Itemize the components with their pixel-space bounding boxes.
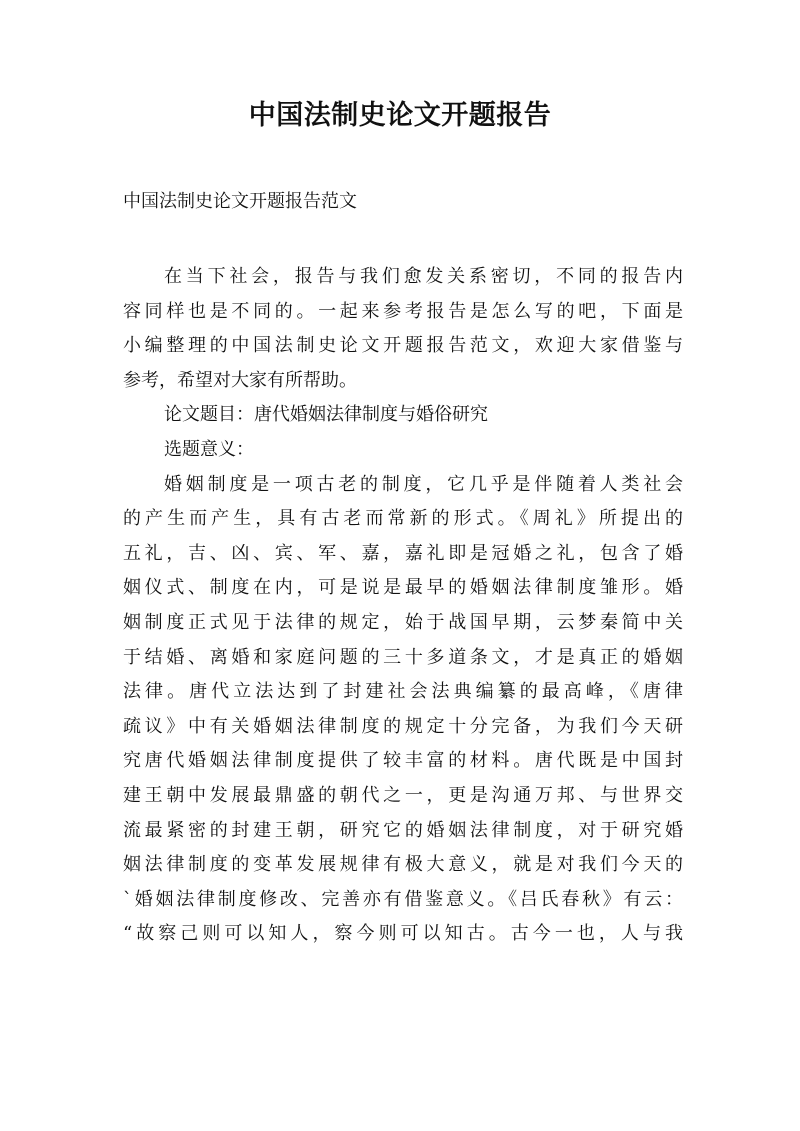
thesis-topic-line: 论文题目：唐代婚姻法律制度与婚俗研究: [164, 404, 488, 426]
body-line-11: 姻制度正式见于法律的规定，始于战国早期，云梦秦简中关: [123, 611, 683, 633]
body-line-13: 法律。唐代立法达到了封建社会法典编纂的最高峰，《唐律: [123, 681, 683, 703]
body-line-4: 参考，希望对大家有所帮助。: [123, 369, 357, 391]
body-line-9: 五礼，吉、凶、宾、军、嘉，嘉礼即是冠婚之礼，包含了婚: [123, 542, 683, 564]
body-line-15: 究唐代婚姻法律制度提供了较丰富的材料。唐代既是中国封: [123, 750, 683, 772]
body-line-12: 于结婚、离婚和家庭问题的三十多道条文，才是真正的婚姻: [123, 646, 683, 668]
body-line-18: 姻法律制度的变革发展规律有极大意义，就是对我们今天的: [123, 854, 683, 876]
body-line-20: “故察己则可以知人，察今则可以知古。古今一也，人与我: [123, 923, 683, 945]
body-line-19: `婚姻法律制度修改、完善亦有借鉴意义。《吕氏春秋》有云：: [123, 888, 683, 910]
body-line-16: 建王朝中发展最鼎盛的朝代之一，更是沟通万邦、与世界交: [123, 784, 683, 806]
body-line-2: 容同样也是不同的。一起来参考报告是怎么写的吧，下面是: [123, 300, 683, 322]
body-line-10: 姻仪式、制度在内，可是说是最早的婚姻法律制度雏形。婚: [123, 577, 683, 599]
document-title: 中国法制史论文开题报告: [248, 100, 552, 131]
body-line-14: 疏议》中有关婚姻法律制度的规定十分完备，为我们今天研: [123, 715, 683, 737]
topic-significance-heading: 选题意义：: [164, 438, 254, 460]
body-line-17: 流最紧密的封建王朝，研究它的婚姻法律制度，对于研究婚: [123, 819, 683, 841]
body-line-3: 小编整理的中国法制史论文开题报告范文，欢迎大家借鉴与: [123, 335, 683, 357]
body-line-7: 婚姻制度是一项古老的制度，它几乎是伴随着人类社会: [164, 473, 683, 495]
body-line-8: 的产生而产生，具有古老而常新的形式。《周礼》所提出的: [123, 508, 683, 530]
document-subtitle: 中国法制史论文开题报告范文: [123, 191, 357, 212]
body-text: [123, 260, 683, 952]
body-line-1: 在当下社会，报告与我们愈发关系密切，不同的报告内: [164, 266, 683, 287]
